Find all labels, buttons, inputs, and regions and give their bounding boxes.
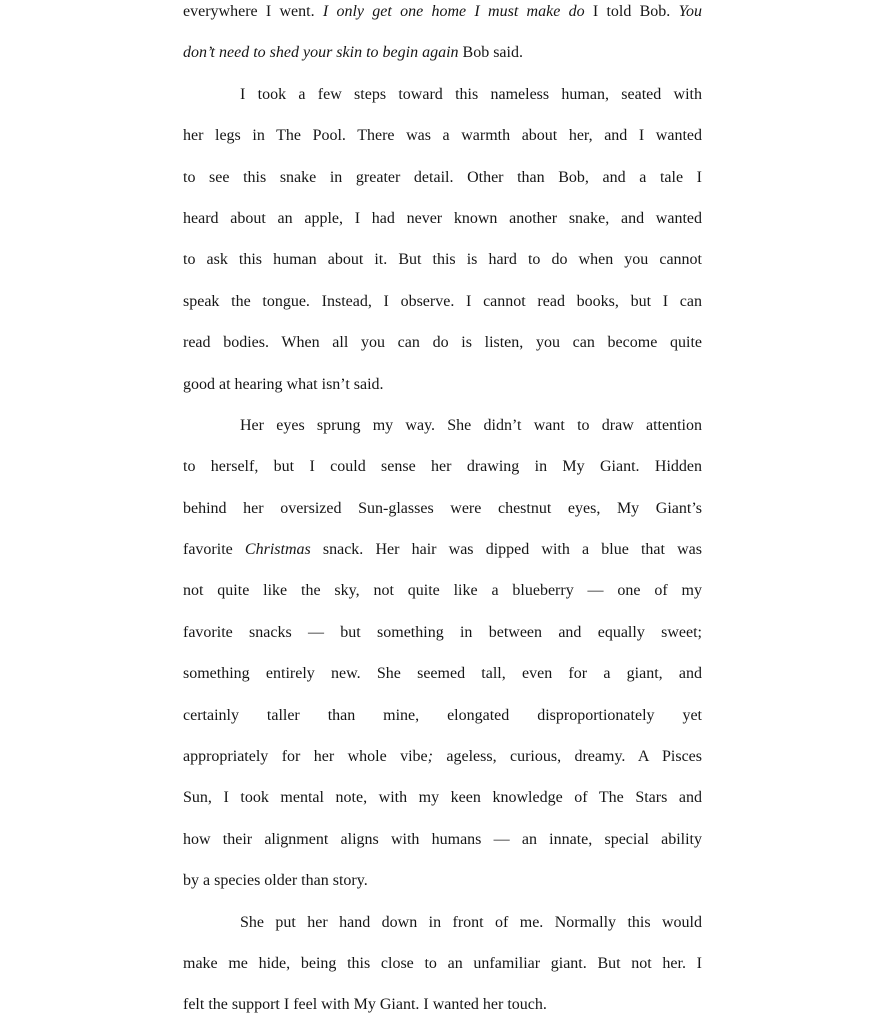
text-segment: appropriately for her whole vibe bbox=[183, 748, 428, 766]
text-line bbox=[183, 446, 702, 487]
page-text bbox=[183, 0, 702, 1026]
text-segment: to herself, but I could sense her drawing in My Giant. Hidden bbox=[183, 458, 702, 476]
text-line bbox=[183, 529, 702, 570]
text-line bbox=[183, 281, 702, 322]
text-segment: to ask this human about it. But this is hard to do when you cannot bbox=[183, 251, 702, 269]
text-line bbox=[183, 364, 702, 405]
text-line bbox=[183, 653, 702, 694]
text-line bbox=[183, 488, 702, 529]
text-segment: She put her hand down in front of me. Normally this would bbox=[240, 913, 702, 931]
text-line bbox=[183, 198, 702, 239]
text-line bbox=[183, 0, 702, 32]
text-segment: I told Bob. bbox=[584, 3, 679, 20]
italic-text-segment: You bbox=[678, 3, 702, 20]
text-line bbox=[183, 943, 702, 984]
text-line bbox=[183, 860, 702, 901]
italic-text-segment: ; bbox=[427, 748, 433, 766]
text-segment: Her eyes sprung my way. She didn’t want to draw attention bbox=[240, 416, 702, 434]
paragraph bbox=[183, 74, 702, 405]
text-line bbox=[183, 570, 702, 611]
text-segment: to see this snake in greater detail. Other than Bob, and a tale I bbox=[183, 168, 702, 186]
text-line bbox=[183, 777, 702, 818]
text-segment: speak the tongue. Instead, I observe. I cannot read books, but I can bbox=[183, 292, 702, 310]
text-line bbox=[183, 115, 702, 156]
text-line bbox=[183, 612, 702, 653]
text-segment: ageless, curious, dreamy. A Pisces bbox=[432, 748, 702, 766]
italic-text-segment: don’t need to shed your skin to begin again bbox=[183, 44, 459, 62]
text-line bbox=[183, 74, 702, 115]
text-segment: how their alignment aligns with humans — an innate, special ability bbox=[183, 830, 702, 848]
text-segment: favorite snacks — but something in between and equally sweet; bbox=[183, 623, 702, 641]
text-line bbox=[183, 902, 702, 943]
text-line bbox=[183, 322, 702, 363]
text-line bbox=[183, 405, 702, 446]
paragraph bbox=[183, 405, 702, 902]
text-segment: by a species older than story. bbox=[183, 872, 368, 890]
italic-text-segment: I only get one home I must make do bbox=[322, 3, 585, 20]
text-segment: something entirely new. She seemed tall, even for a giant, and bbox=[183, 665, 702, 683]
text-segment: not quite like the sky, not quite like a blueberry — one of my bbox=[183, 582, 702, 600]
text-line bbox=[183, 695, 702, 736]
text-segment: Sun, I took mental note, with my keen knowledge of The Stars and bbox=[183, 789, 702, 807]
text-segment: Bob said. bbox=[458, 44, 523, 62]
text-segment: heard about an apple, I had never known another snake, and wanted bbox=[183, 209, 702, 227]
paragraph bbox=[183, 0, 702, 74]
text-segment: I took a few steps toward this nameless human, seated with bbox=[240, 85, 702, 103]
text-line bbox=[183, 819, 702, 860]
text-line bbox=[183, 736, 702, 777]
text-line bbox=[183, 157, 702, 198]
text-segment: good at hearing what isn’t said. bbox=[183, 375, 384, 393]
text-segment: certainly taller than mine, elongated disproportionately yet bbox=[183, 706, 702, 724]
text-segment: read bodies. When all you can do is listen, you can become quite bbox=[183, 334, 702, 352]
paragraph bbox=[183, 902, 702, 1026]
text-segment: make me hide, being this close to an unfamiliar giant. But not her. I bbox=[183, 954, 702, 972]
italic-text-segment: Christmas bbox=[244, 541, 311, 559]
text-segment: snack. Her hair was dipped with a blue that was bbox=[310, 541, 702, 559]
text-segment: her legs in The Pool. There was a warmth about her, and I wanted bbox=[183, 127, 702, 145]
text-segment: behind her oversized Sun-glasses were chestnut eyes, My Giant’s bbox=[183, 499, 702, 517]
text-segment: felt the support I feel with My Giant. I wanted her touch. bbox=[183, 996, 547, 1014]
text-line bbox=[183, 239, 702, 280]
text-segment: everywhere I went. bbox=[183, 3, 323, 20]
text-line bbox=[183, 32, 702, 73]
text-line bbox=[183, 984, 702, 1025]
text-segment: favorite bbox=[183, 541, 245, 559]
